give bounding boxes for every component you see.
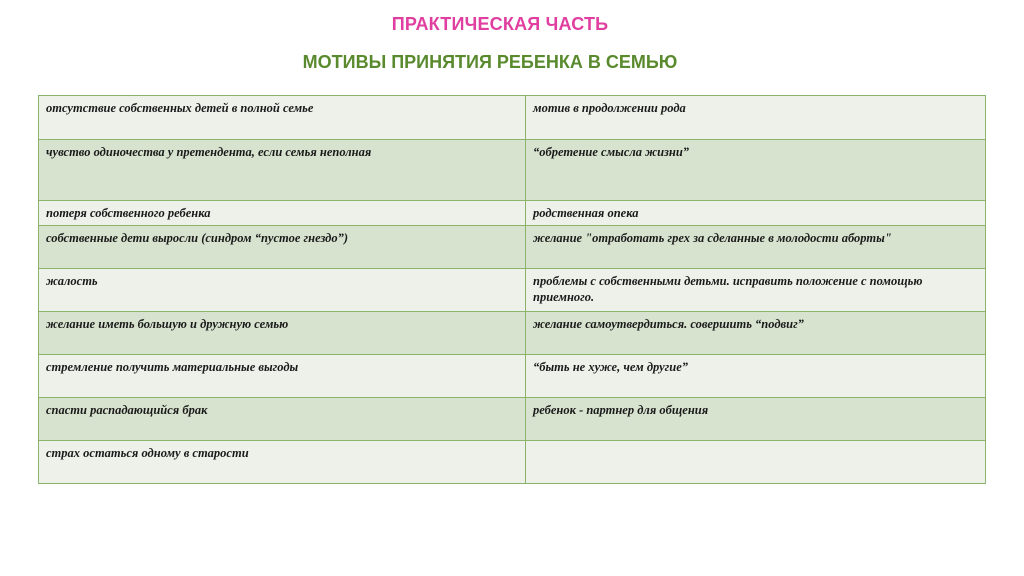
table-cell-left: стремление получить материальные выгоды — [39, 355, 526, 398]
table-row — [39, 96, 986, 140]
table-row — [39, 201, 986, 226]
table-row — [39, 140, 986, 201]
table-cell-left: потеря собственного ребенка — [39, 201, 526, 226]
table-row — [39, 441, 986, 484]
table-cell-right: желание "отработать грех за сделанные в молодости аборты" — [526, 226, 986, 269]
table-row — [39, 355, 986, 398]
table-cell-right: желание самоутвердиться. совершить “подвиг” — [526, 312, 986, 355]
table-row — [39, 398, 986, 441]
table-cell-right: мотив в продолжении рода — [526, 96, 986, 140]
table-cell-left: собственные дети выросли (синдром “пустое гнездо”) — [39, 226, 526, 269]
table-cell-left: жалость — [39, 269, 526, 312]
table-cell-right: “быть не хуже, чем другие” — [526, 355, 986, 398]
table-cell-left: страх остаться одному в старости — [39, 441, 526, 484]
table-row — [39, 312, 986, 355]
table-cell-left: желание иметь большую и дружную семью — [39, 312, 526, 355]
table-cell-left: чувство одиночества у претендента, если семья неполная — [39, 140, 526, 201]
table-row — [39, 269, 986, 312]
slide-subtitle: МОТИВЫ ПРИНЯТИЯ РЕБЕНКА В СЕМЬЮ — [302, 52, 678, 72]
table-cell-right: ребенок - партнер для общения — [526, 398, 986, 441]
table-cell-left: отсутствие собственных детей в полной семье — [39, 96, 526, 140]
table-cell-left: спасти распадающийся брак — [39, 398, 526, 441]
motives-table-body — [39, 96, 986, 484]
table-cell-right: проблемы с собственными детьми. исправить положение с помощью приемного. — [526, 269, 986, 312]
table-cell-right — [526, 441, 986, 484]
table-row — [39, 226, 986, 269]
table-cell-right: “обретение смысла жизни” — [526, 140, 986, 201]
table-cell-right: родственная опека — [526, 201, 986, 226]
motives-table — [38, 95, 986, 484]
slide-title: ПРАКТИЧЕСКАЯ ЧАСТЬ — [391, 14, 609, 34]
